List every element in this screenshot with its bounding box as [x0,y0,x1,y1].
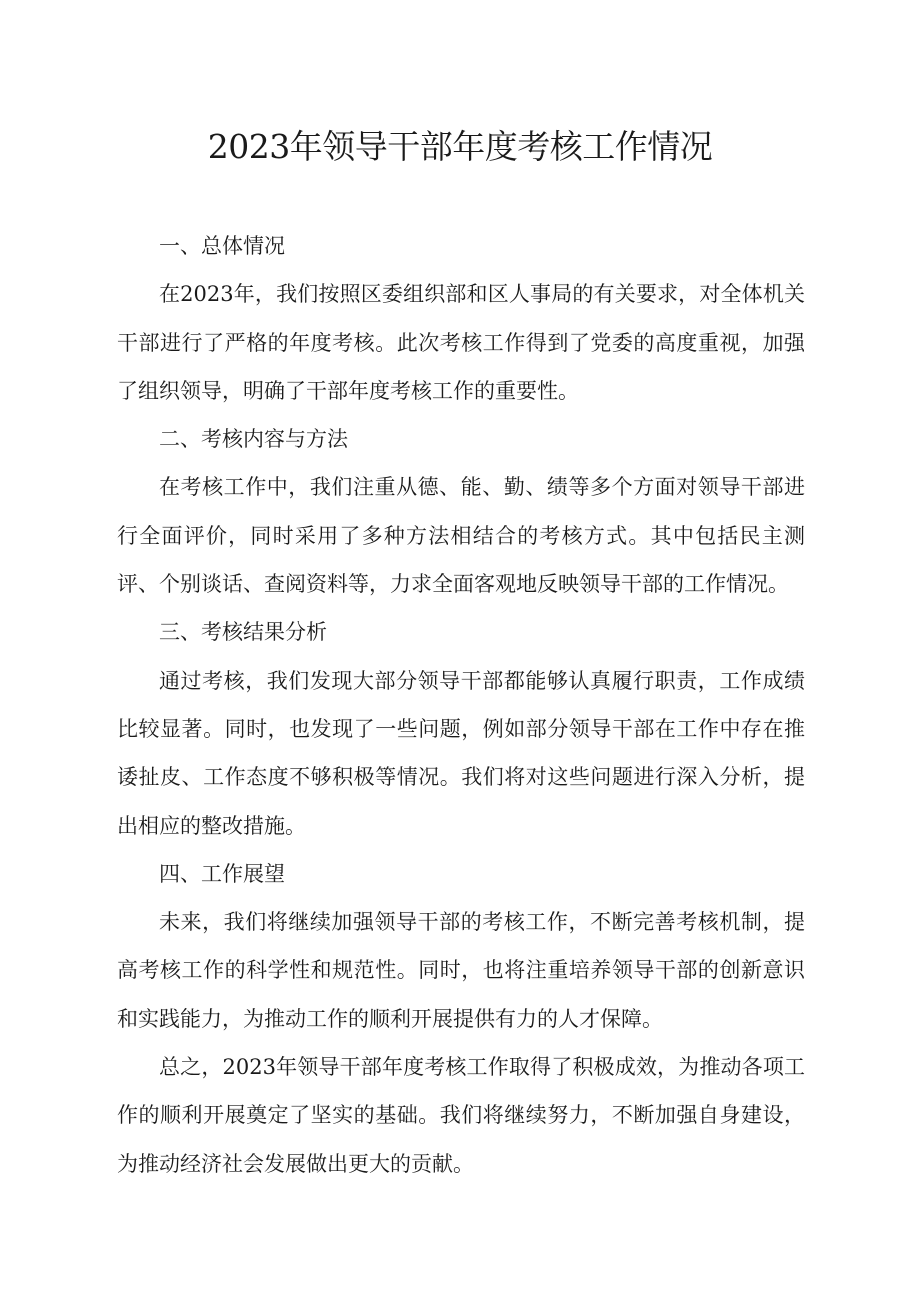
paragraph-content-method: 在考核工作中，我们注重从德、能、勤、绩等多个方面对领导干部进行全面评价，同时采用了多种方法相结合的考核方式。其中包括民主测评、个别谈话、查阅资料等，力求全面客观地反映领导干部的工作情况。 [117,475,805,597]
paragraph-results: 通过考核，我们发现大部分领导干部都能够认真履行职责，工作成绩比较显著。同时，也发现了一些问题，例如部分领导干部在工作中存在推诿扯皮、工作态度不够积极等情况。我们将对这些问题进行深入分析，提出相应的整改措施。 [117,668,805,838]
section-heading-overview: 一、总体情况 [159,234,285,258]
paragraph-overview: 在2023年，我们按照区委组织部和区人事局的有关要求，对全体机关干部进行了严格的年度考核。此次考核工作得到了党委的高度重视，加强了组织领导，明确了干部年度考核工作的重要性。 [117,282,805,403]
document-body [117,222,805,1188]
section-heading-results: 三、考核结果分析 [159,620,327,645]
section-heading-outlook: 四、工作展望 [159,861,285,886]
section-heading-content-method: 二、考核内容与方法 [159,427,348,452]
paragraph-outlook: 未来，我们将继续加强领导干部的考核工作，不断完善考核机制，提高考核工作的科学性和规范性。同时，也将注重培养领导干部的创新意识和实践能力，为推动工作的顺利开展提供有力的人才保障。 [117,910,805,1031]
paragraph-conclusion: 总之，2023年领导干部年度考核工作取得了积极成效，为推动各项工作的顺利开展奠定了坚实的基础。我们将继续努力，不断加强自身建设，为推动经济社会发展做出更大的贡献。 [117,1055,805,1176]
document-title: 2023年领导干部年度考核工作情况 [207,127,713,166]
